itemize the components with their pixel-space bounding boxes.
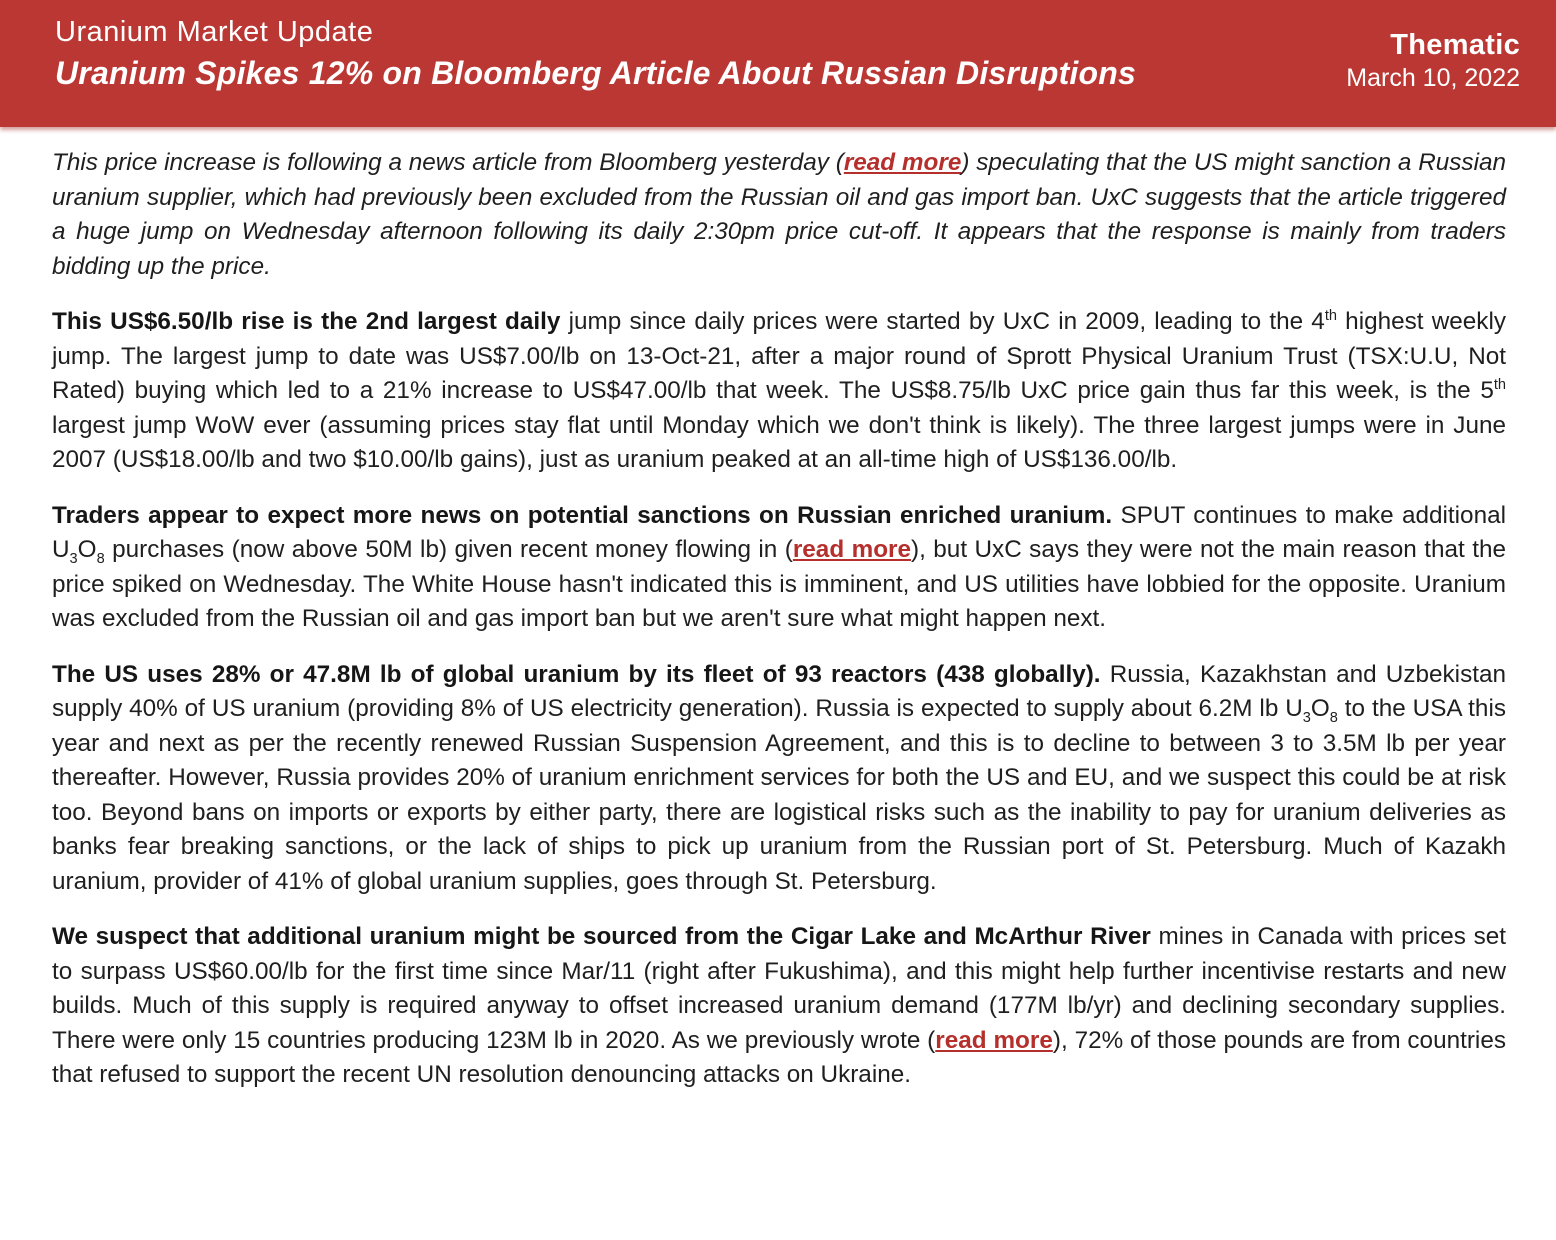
paragraph: [52, 920, 1506, 1093]
text-run: O: [77, 536, 97, 563]
read-more-link[interactable]: read more: [935, 1026, 1053, 1054]
text-run: to the USA this year and next as per the recently renewed Russian Suspension Agreement, and this is to decline to between 3 to 3.5M lb per year thereafter. However, Russia provides 20% of uranium enrichment services for both the US and EU, and we suspect this could be at risk too. Beyond bans on imports or exports by either party, there are logistical risks such as the inability to pay for uranium deliveries as banks fear breaking sanctions, or the lack of ships to pick up uranium from the Russian port of St. Petersburg. Much of Kazakh uranium, provider of 41% of global uranium supplies, goes through St. Petersburg.: [52, 695, 1506, 895]
report-date: March 10, 2022: [1346, 64, 1520, 92]
paragraph: [52, 658, 1506, 900]
report-title: Uranium Spikes 12% on Bloomberg Article About Russian Disruptions: [55, 55, 1137, 91]
text-run: SPUT continues to make additional U: [52, 501, 1506, 563]
header-title-block: [55, 12, 1136, 94]
read-more-link[interactable]: read more: [792, 536, 912, 563]
subscript-text: 8: [1329, 709, 1338, 726]
text-run: This price increase is following a news article from Bloomberg yesterday (: [52, 149, 844, 176]
text-run: mines in Canada with prices set to surpass US$60.00/lb for the first time since Mar/11 (right after Fukushima), and this might help further incentivise restarts and new builds. Much of this supply is required anyway to offset increased uranium demand (177M lb/yr) and declining secondary supplies. There were only 15 countries producing 123M lb in 2020. As we previously wrote (: [52, 923, 1506, 1054]
paragraph: [52, 305, 1506, 478]
subscript-text: 8: [96, 550, 105, 567]
text-run: Russia, Kazakhstan and Uzbekistan supply 40% of US uranium (providing 8% of US electricity generation). Russia is expected to supply about 6.2M lb U: [52, 660, 1506, 722]
text-run: jump since daily prices were started by UxC in 2009, leading to the 4: [560, 308, 1325, 335]
subscript-text: 3: [1302, 709, 1311, 726]
text-run: O: [1310, 695, 1330, 722]
header-meta-block: [1346, 12, 1520, 94]
text-run: ), but UxC says they were not the main reason that the price spiked on Wednesday. The White House hasn't indicated this is imminent, and US utilities have lobbied for the opposite. Uranium was excluded from the Russian oil and gas import ban but we aren't sure what might happen next.: [52, 536, 1506, 632]
subscript-text: 3: [69, 550, 78, 567]
text-run: ) speculating that the US might sanction a Russian uranium supplier, which had previously been excluded from the Russian oil and gas import ban. UxC suggests that the article triggered a huge jump on Wednesday afternoon following its daily 2:30pm price cut-off. It appears that the response is mainly from traders bidding up the price.: [52, 149, 1506, 280]
read-more-link[interactable]: read more: [843, 149, 962, 176]
paragraph-lead-bold: We suspect that additional uranium might be sourced from the Cigar Lake and McArthur River: [52, 923, 1151, 950]
report-type-label: Thematic: [1390, 29, 1520, 61]
paragraph-lead-bold: Traders appear to expect more news on potential sanctions on Russian enriched uranium.: [52, 501, 1113, 529]
paragraph-lead-bold: This US$6.50/lb rise is the 2nd largest daily: [52, 308, 561, 335]
text-run: highest weekly jump. The largest jump to date was US$7.00/lb on 13-Oct-21, after a major round of Sprott Physical Uranium Trust (TSX:U.U, Not Rated) buying which led to a 21% increase to US$47.00/lb that week. The US$8.75/lb UxC price gain thus far this week, is the 5: [52, 308, 1506, 404]
superscript-text: th: [1324, 307, 1337, 324]
article-body: [0, 127, 1556, 1093]
paragraph-lead-bold: The US uses 28% or 47.8M lb of global uranium by its fleet of 93 reactors (438 globally).: [52, 660, 1101, 688]
text-run: purchases (now above 50M lb) given recent money flowing in (: [104, 536, 793, 563]
text-run: largest jump WoW ever (assuming prices stay flat until Monday which we don't think is likely). The three largest jumps were in June 2007 (US$18.00/lb and two $10.00/lb gains), just as uranium peaked at an all-time high of US$136.00/lb.: [52, 411, 1506, 473]
paragraph: [52, 146, 1506, 284]
paragraph: [52, 499, 1506, 637]
report-header: [0, 0, 1556, 127]
report-category: Uranium Market Update: [55, 16, 374, 48]
text-run: ), 72% of those pounds are from countries that refused to support the recent UN resolution denouncing attacks on Ukraine.: [52, 1026, 1506, 1088]
superscript-text: th: [1493, 376, 1506, 393]
